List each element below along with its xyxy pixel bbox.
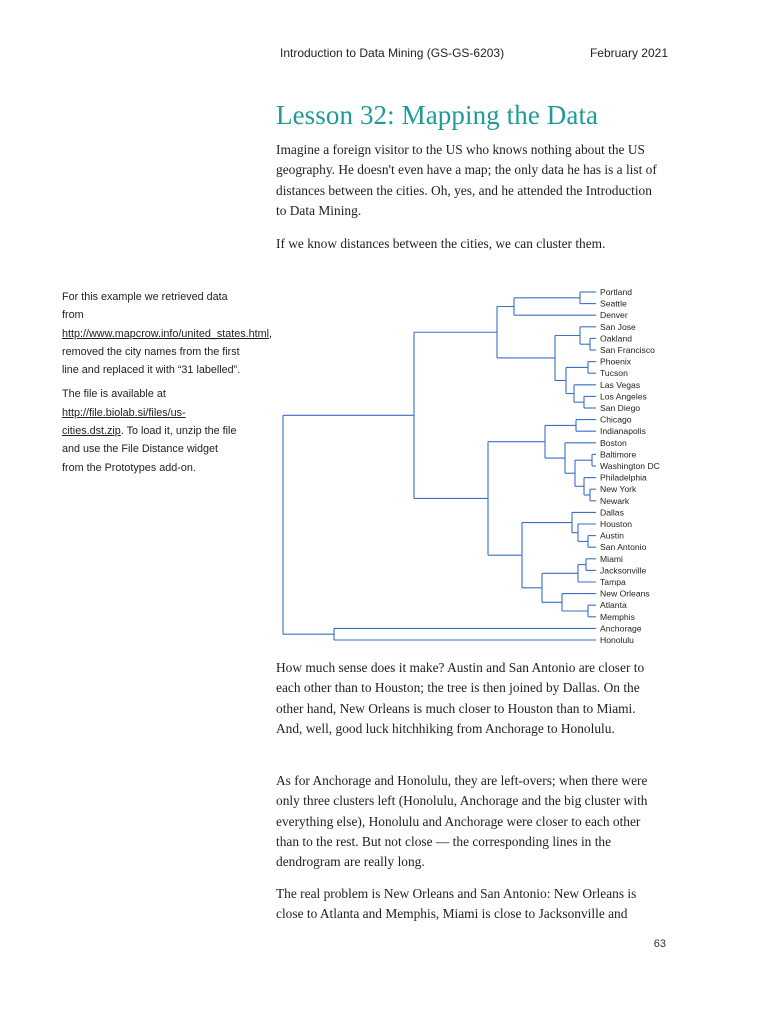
city-label: Baltimore <box>600 449 637 460</box>
city-label: Atlanta <box>600 600 627 611</box>
city-label: Miami <box>600 553 623 564</box>
sidebar-text: The file is available at <box>62 388 166 401</box>
city-label: Oakland <box>600 333 633 344</box>
sense-paragraph: How much sense does it make? Austin and San Antonio are closer to each other than to Houston; the tree is then joined by Dallas. On the other hand, New Orleans is much closer to Houston than to Miami. And, well, good luck hitchhiking from Anchorage to Honolulu. <box>276 660 645 736</box>
city-label: San Diego <box>600 403 641 413</box>
city-label: Austin <box>600 530 624 541</box>
page-number: 63 <box>653 938 666 950</box>
city-label: San Jose <box>600 321 636 332</box>
city-label: Boston <box>600 437 627 448</box>
header-course: Introduction to Data Mining (GS-GS-6203) <box>280 46 505 60</box>
city-label: Tampa <box>600 577 626 587</box>
city-label: Honolulu <box>600 635 634 645</box>
city-label: Philadelphia <box>600 472 647 483</box>
city-label: Houston <box>600 519 633 529</box>
leftovers-paragraph: As for Anchorage and Honolulu, they are left-overs; when there were only three clusters left (Honolulu, Anchorage and the big cluster with everything else), Honolulu and Anchorage were closer to each other than to the rest. But not close — the corresponding lines in the dendrogram are really long. <box>276 773 648 870</box>
intro-paragraph: Imagine a foreign visitor to the US who knows nothing about the US geography. He doesn't even have a map; the only data he has is a list of distances between the cities. Oh, yes, and he attended the Introduction to Data Mining. <box>276 142 657 218</box>
sidebar-text: , removed the city names from the first line and replaced it with “31 labelled”. <box>62 327 273 377</box>
city-label: Memphis <box>600 611 635 622</box>
city-label: Indianapolis <box>600 426 646 437</box>
city-label: Portland <box>600 287 633 297</box>
city-label: Denver <box>600 310 628 321</box>
us-cities-file-link[interactable]: http://file.biolab.si/files/us-cities.dst.zip <box>62 406 186 438</box>
city-label: Newark <box>600 495 630 506</box>
city-label: San Francisco <box>600 345 655 355</box>
mapcrow-link[interactable]: http://www.mapcrow.info/united_states.html <box>62 327 270 340</box>
city-label: Seattle <box>600 298 627 309</box>
city-label: New Orleans <box>600 588 650 599</box>
cluster-paragraph: If we know distances between the cities, we can cluster them. <box>276 236 606 251</box>
sidebar-text: For this example we retrieved data from <box>62 291 228 322</box>
city-label: Washington DC <box>600 461 660 471</box>
header-date: February 2021 <box>589 46 668 60</box>
city-label: Dallas <box>600 507 624 518</box>
city-label: Los Angeles <box>600 391 647 402</box>
city-label: San Antonio <box>600 542 647 553</box>
city-label: Phoenix <box>600 356 632 367</box>
city-label: Anchorage <box>600 623 642 634</box>
city-label: Las Vegas <box>600 379 641 390</box>
city-label: Jacksonville <box>600 565 647 576</box>
page-title: Lesson 32: Mapping the Data <box>276 100 599 130</box>
problem-paragraph: The real problem is New Orleans and San Antonio: New Orleans is close to Atlanta and Memphis, Miami is close to Jacksonville and <box>276 886 637 922</box>
city-label: Chicago <box>600 414 632 425</box>
sidebar-text: . To load it, unzip the file and use the File Distance widget from the Prototypes add-on. <box>62 425 237 474</box>
city-label: Tucson <box>600 368 628 379</box>
city-label: New York <box>600 484 637 495</box>
